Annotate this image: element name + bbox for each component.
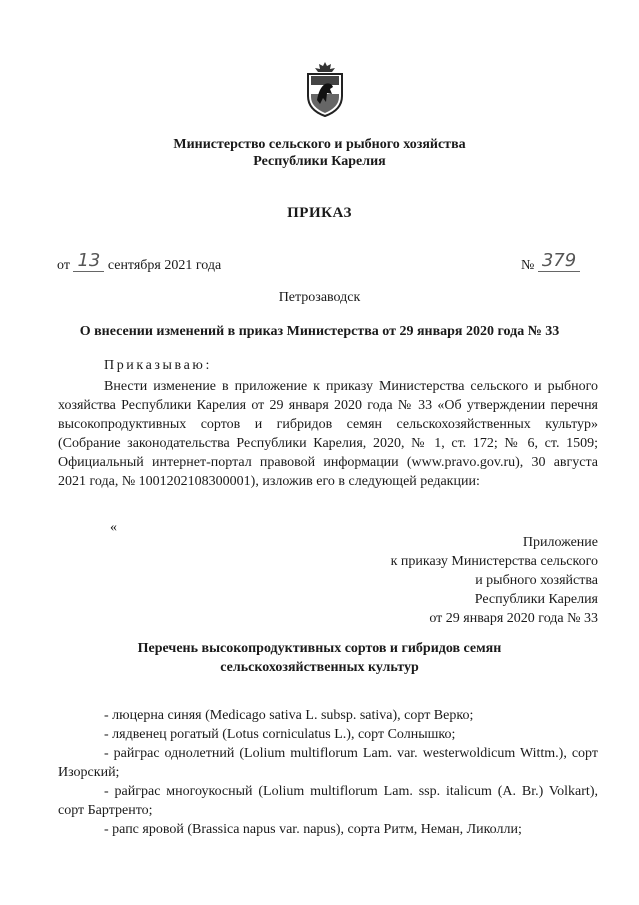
list-item: - рапс яровой (Brassica napus var. napus), сорта Ритм, Неман, Ликолли; (104, 822, 522, 837)
date-day-handwritten: 13 (73, 250, 104, 272)
appendix-block (338, 533, 598, 628)
date-prefix: от (57, 258, 70, 273)
order-paragraph: Внести изменение в приложение к приказу Министерства сельского и рыбного хозяйства Республики Карелия от 29 января 2020 года № 33 «Об утверждении перечня высокопродуктивных сортов и гибридов семян сельскохозяйственных культур» (Собрание законодательства Республики Карелия, 2020, № 1, ст. 172; № 6, ст. 1509; Официальный интернет-портал правовой информации (www.pravo.gov.ru), 30 августа 2021 года, № 1001202108300001), изложив его в следующей редакции: (58, 379, 598, 489)
list-item: - райграс многоукосный (Lolium multiflorum Lam. ssp. italicum (A. Br.) Volkart), сорт Бартренто; (58, 784, 598, 818)
order-number-line (521, 250, 580, 274)
list-item: - райграс однолетний (Lolium multiflorum Lam. var. westerwoldicum Wittm.), сорт Изорский; (58, 746, 598, 780)
document-type-title: ПРИКАЗ (287, 205, 352, 221)
order-subject: О внесении изменений в приказ Министерства от 29 января 2020 года № 33 (79, 324, 560, 339)
appendix-line2: к приказу Министерства сельского (390, 554, 598, 569)
appendix-line1: Приложение (522, 535, 598, 550)
appendix-line4: Республики Карелия (474, 592, 598, 607)
date-line (57, 250, 222, 274)
list-title (0, 639, 639, 677)
order-number-handwritten: 379 (538, 250, 580, 272)
number-prefix: № (521, 258, 535, 273)
ministry-name-line1: Министерство сельского и рыбного хозяйства (173, 137, 466, 152)
city-name: Петрозаводск (278, 290, 361, 305)
appendix-line3: и рыбного хозяйства (475, 573, 598, 588)
ministry-name-line2: Республики Карелия (253, 154, 386, 169)
date-rest: сентября 2021 года (107, 258, 222, 273)
list-title-line2: сельскохозяйственных культур (220, 660, 419, 675)
open-quote: « (110, 520, 117, 535)
list-item: - люцерна синяя (Medicago sativa L. subsp. sativa), сорт Верко; (104, 708, 474, 723)
coat-of-arms-icon (303, 60, 347, 118)
order-word: Приказываю: (104, 358, 212, 373)
list-title-line1: Перечень высокопродуктивных сортов и гибридов семян (137, 641, 502, 656)
appendix-line5: от 29 января 2020 года № 33 (429, 611, 598, 626)
list-item: - лядвенец рогатый (Lotus corniculatus L.), сорт Солнышко; (104, 727, 456, 742)
crop-variety-list (58, 706, 598, 839)
